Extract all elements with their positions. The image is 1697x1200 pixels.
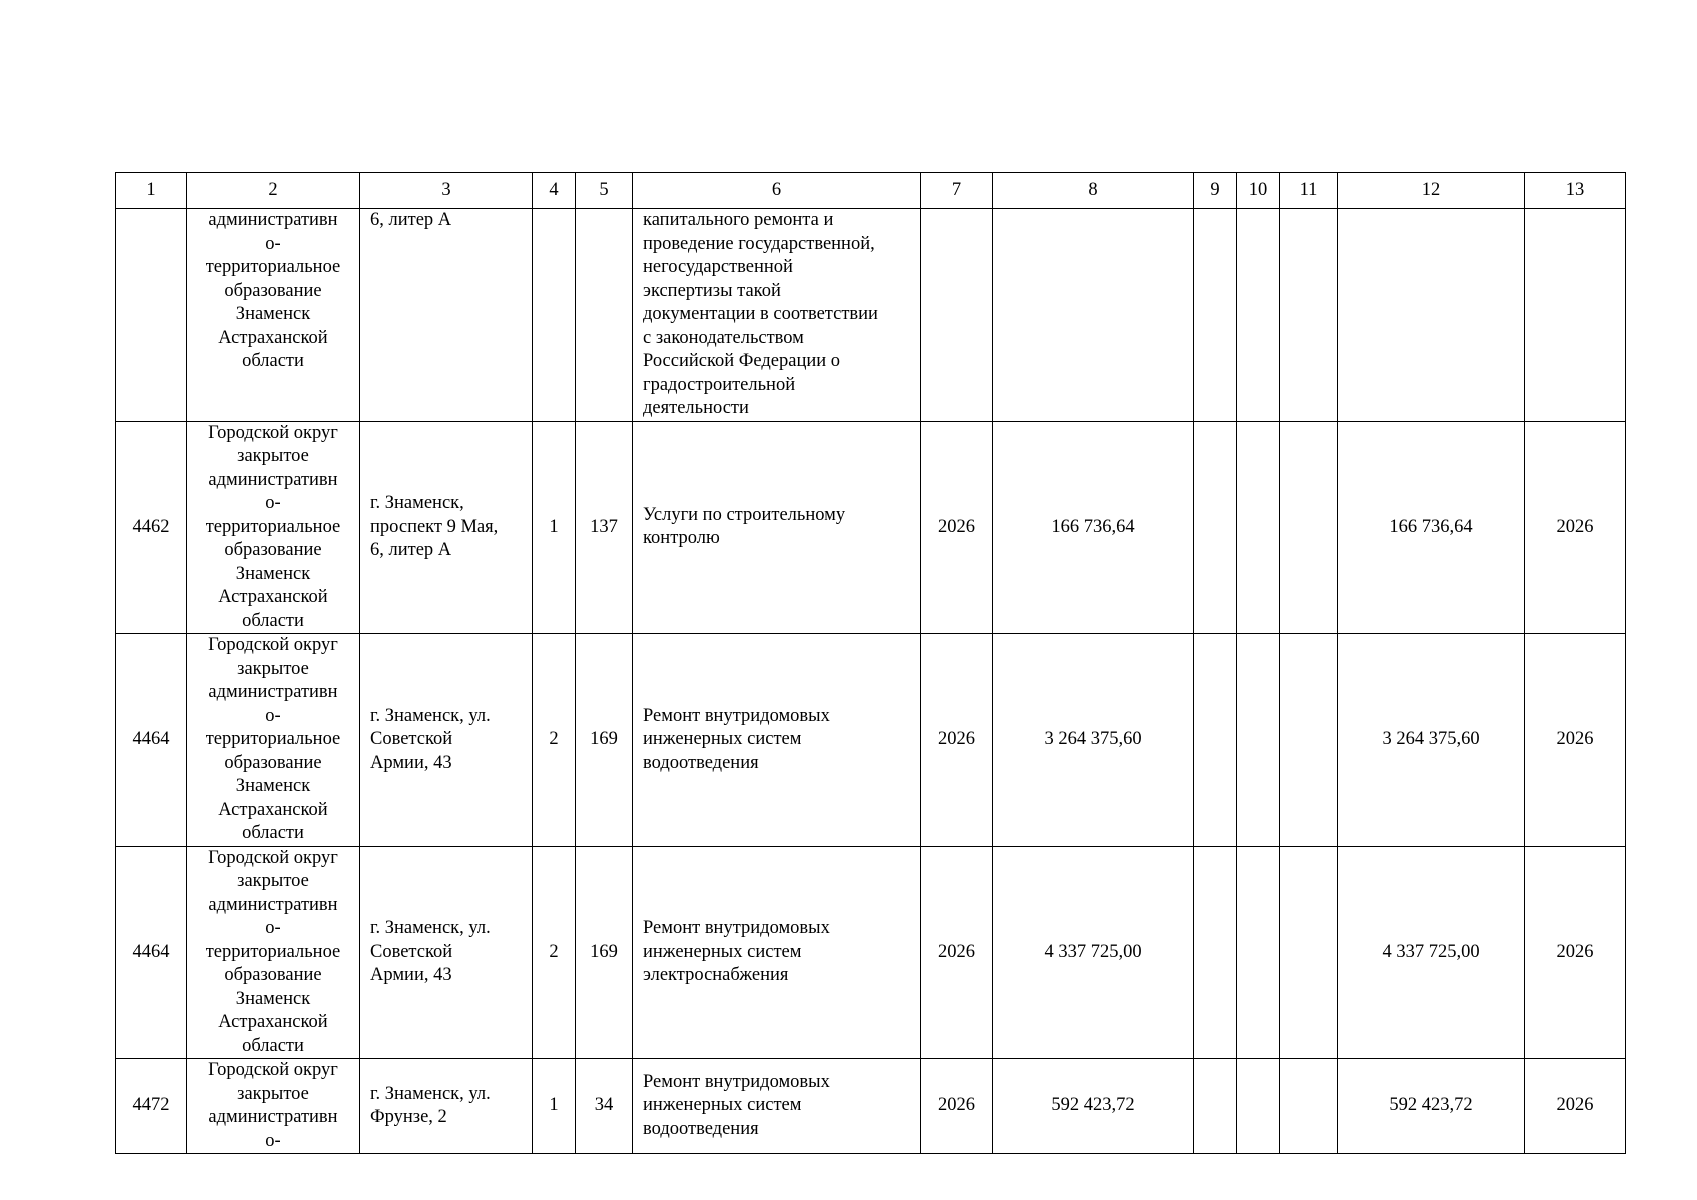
cell-col11: [1280, 209, 1338, 422]
cell-cost: 3 264 375,60: [993, 634, 1194, 847]
header-cell-4: 4: [533, 173, 576, 209]
header-row: [116, 173, 1626, 209]
cell-col5: 34: [576, 1059, 633, 1154]
cell-year-end: [1525, 209, 1626, 422]
cell-year: 2026: [921, 1059, 993, 1154]
cell-work-type: Услуги по строительному контролю: [633, 421, 921, 634]
header-cell-6: 6: [633, 173, 921, 209]
cell-col5: 169: [576, 634, 633, 847]
cell-cost: 592 423,72: [993, 1059, 1194, 1154]
cell-year: 2026: [921, 634, 993, 847]
cell-year-end: 2026: [1525, 1059, 1626, 1154]
cell-col9: [1194, 1059, 1237, 1154]
cell-municipality: Городской округ закрытое административн о- территориальное образование Знаменск Астраханской области: [187, 846, 360, 1059]
header-cell-13: 13: [1525, 173, 1626, 209]
header-cell-9: 9: [1194, 173, 1237, 209]
cell-work-type: Ремонт внутридомовых инженерных систем водоотведения: [633, 1059, 921, 1154]
cell-col9: [1194, 846, 1237, 1059]
cell-year: 2026: [921, 421, 993, 634]
cell-year: 2026: [921, 846, 993, 1059]
cell-col9: [1194, 421, 1237, 634]
header-cell-3: 3: [360, 173, 533, 209]
cell-col5: [576, 209, 633, 422]
cell-col11: [1280, 846, 1338, 1059]
cell-address: г. Знаменск, ул. Фрунзе, 2: [360, 1059, 533, 1154]
cell-work-type: Ремонт внутридомовых инженерных систем водоотведения: [633, 634, 921, 847]
cell-municipality: Городской округ закрытое административн о-: [187, 1059, 360, 1154]
table-row: [116, 209, 1626, 422]
cell-col9: [1194, 209, 1237, 422]
cell-year-end: 2026: [1525, 846, 1626, 1059]
cell-total: 166 736,64: [1338, 421, 1525, 634]
cell-col11: [1280, 634, 1338, 847]
cell-year: [921, 209, 993, 422]
header-cell-5: 5: [576, 173, 633, 209]
cell-cost: [993, 209, 1194, 422]
cell-col4: [533, 209, 576, 422]
cell-address: 6, литер А: [360, 209, 533, 422]
header-cell-11: 11: [1280, 173, 1338, 209]
cell-col10: [1237, 846, 1280, 1059]
cell-col4: 2: [533, 634, 576, 847]
cell-work-type: капитального ремонта и проведение государственной, негосударственной экспертизы такой документации в соответствии с законодательством Российской Федерации о градостроительной деятельности: [633, 209, 921, 422]
cell-cost: 4 337 725,00: [993, 846, 1194, 1059]
cell-number: 4464: [116, 634, 187, 847]
cell-col10: [1237, 209, 1280, 422]
cell-address: г. Знаменск, ул. Советской Армии, 43: [360, 634, 533, 847]
cell-col10: [1237, 634, 1280, 847]
header-cell-7: 7: [921, 173, 993, 209]
cell-number: 4472: [116, 1059, 187, 1154]
cell-address: г. Знаменск, проспект 9 Мая, 6, литер А: [360, 421, 533, 634]
header-cell-2: 2: [187, 173, 360, 209]
cell-col4: 2: [533, 846, 576, 1059]
cell-col5: 137: [576, 421, 633, 634]
cell-col4: 1: [533, 421, 576, 634]
header-cell-1: 1: [116, 173, 187, 209]
header-cell-12: 12: [1338, 173, 1525, 209]
cell-year-end: 2026: [1525, 421, 1626, 634]
register-table: [115, 172, 1626, 1154]
cell-address: г. Знаменск, ул. Советской Армии, 43: [360, 846, 533, 1059]
cell-number: 4462: [116, 421, 187, 634]
cell-col10: [1237, 421, 1280, 634]
cell-work-type: Ремонт внутридомовых инженерных систем электроснабжения: [633, 846, 921, 1059]
cell-col11: [1280, 421, 1338, 634]
cell-municipality: административн о- территориальное образование Знаменск Астраханской области: [187, 209, 360, 422]
cell-municipality: Городской округ закрытое административн о- территориальное образование Знаменск Астраханской области: [187, 634, 360, 847]
table-row: [116, 634, 1626, 847]
cell-year-end: 2026: [1525, 634, 1626, 847]
cell-total: [1338, 209, 1525, 422]
header-cell-10: 10: [1237, 173, 1280, 209]
header-cell-8: 8: [993, 173, 1194, 209]
cell-municipality: Городской округ закрытое административн о- территориальное образование Знаменск Астраханской области: [187, 421, 360, 634]
cell-col9: [1194, 634, 1237, 847]
cell-total: 4 337 725,00: [1338, 846, 1525, 1059]
cell-col10: [1237, 1059, 1280, 1154]
cell-total: 3 264 375,60: [1338, 634, 1525, 847]
cell-number: [116, 209, 187, 422]
cell-number: 4464: [116, 846, 187, 1059]
table-row: [116, 846, 1626, 1059]
cell-total: 592 423,72: [1338, 1059, 1525, 1154]
table-row: [116, 421, 1626, 634]
cell-col11: [1280, 1059, 1338, 1154]
cell-col5: 169: [576, 846, 633, 1059]
table-row: [116, 1059, 1626, 1154]
cell-col4: 1: [533, 1059, 576, 1154]
cell-cost: 166 736,64: [993, 421, 1194, 634]
